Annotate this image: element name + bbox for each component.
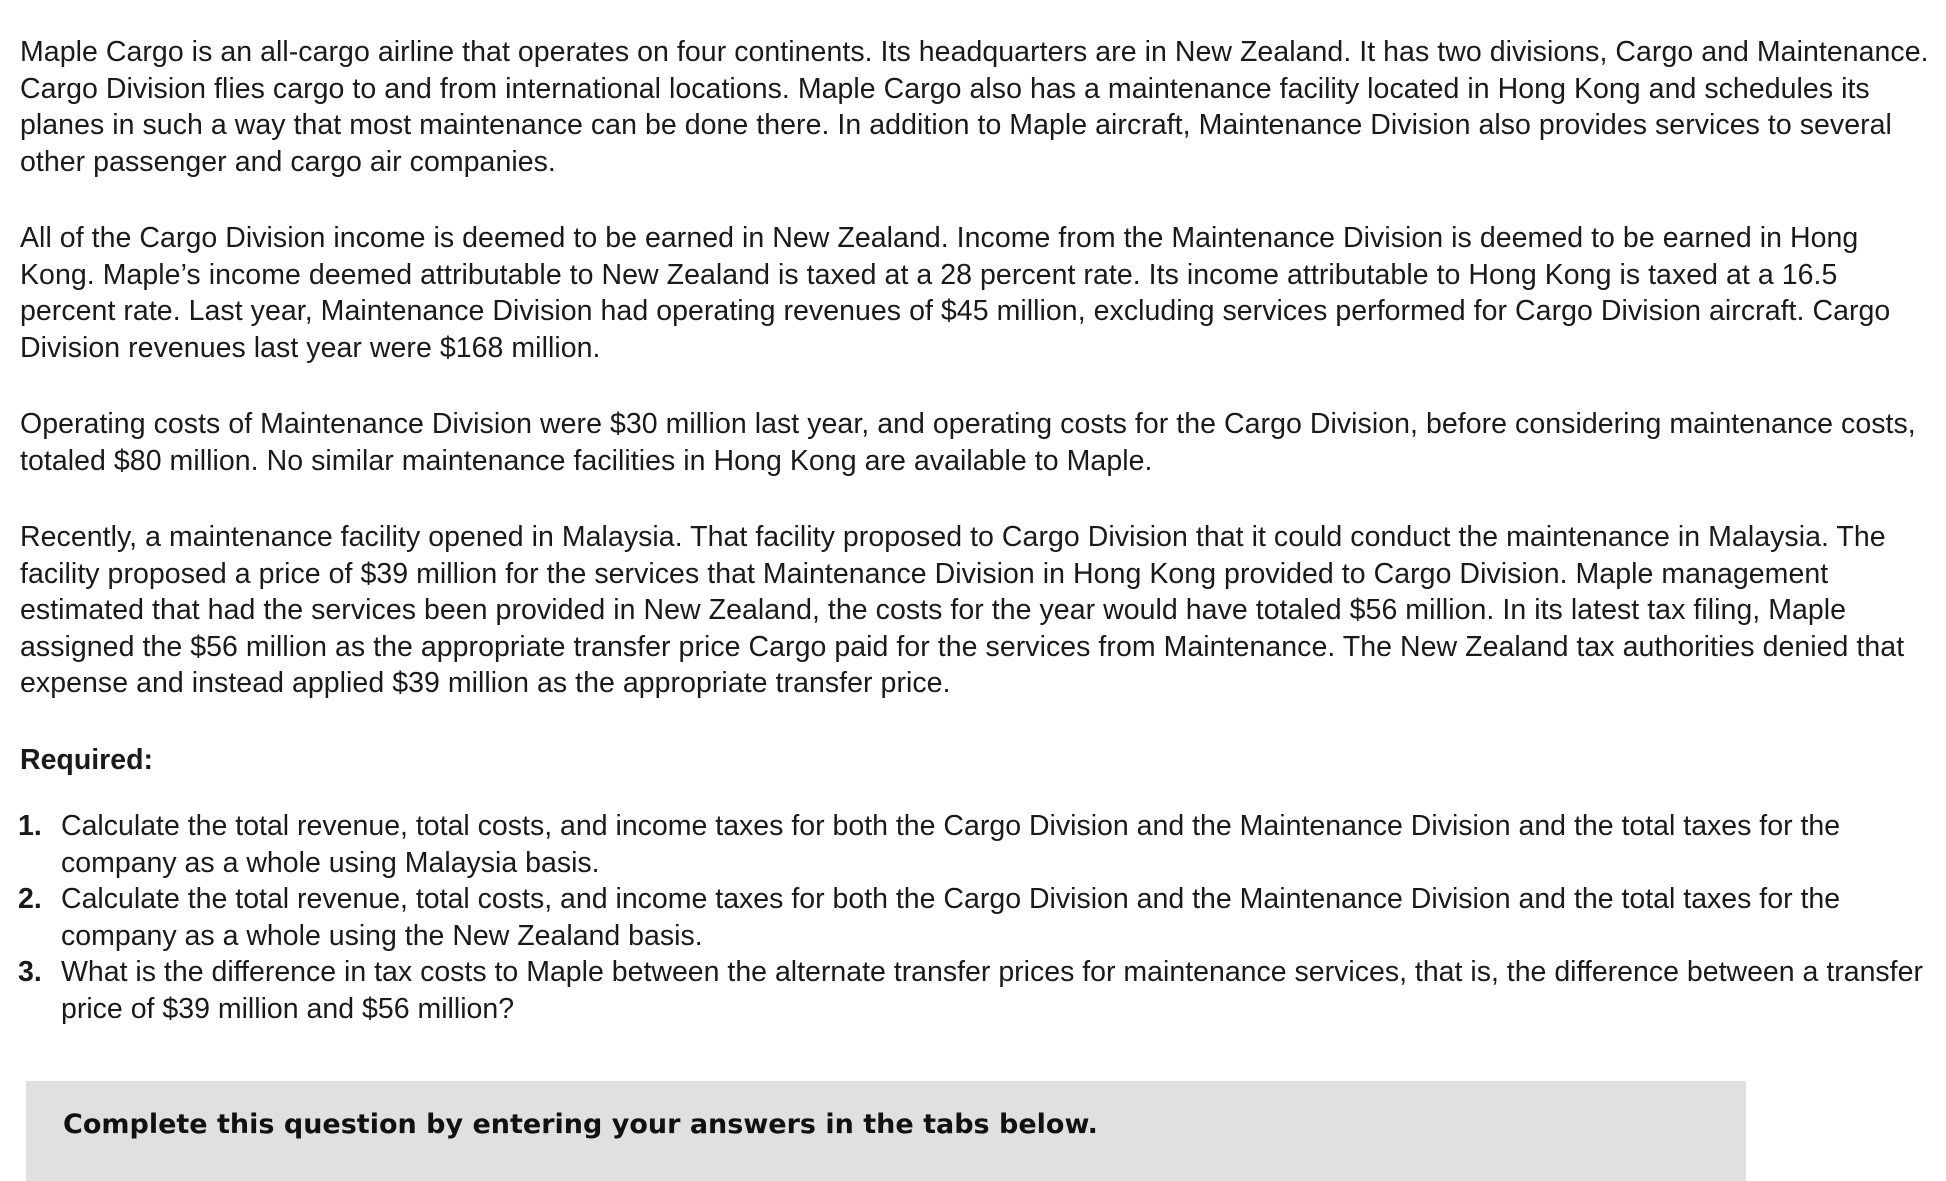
required-heading: Required: [20,743,154,776]
instruction-text: Complete this question by entering your answers in the tabs below. [63,1109,1098,1140]
list-item [20,954,1935,1027]
instruction-banner [26,1081,1746,1181]
list-item [20,881,1935,954]
list-item-number: 1. [18,810,42,842]
malaysia-paragraph: Recently, a maintenance facility opened in Malaysia. That facility proposed to Cargo Division that it could conduct the maintenance in Malaysia. The facility proposed a price of $39 million for the services that Maintenance Division in Hong Kong provided to Cargo Division. Maple management estimated that had the services been provided in New Zealand, the costs for the year would have totaled $56 million. In its latest tax filing, Maple assigned the $56 million as the appropriate transfer price Cargo paid for the services from Maintenance. The New Zealand tax authorities denied that expense and instead applied $39 million as the appropriate transfer price. [20,521,1905,699]
list-item-text: Calculate the total revenue, total costs, and income taxes for both the Cargo Division and the Maintenance Division and the total taxes for the company as a whole using Malaysia basis. [61,810,1841,879]
requirements-list [20,808,1935,1027]
list-item-number: 2. [18,883,42,915]
list-item-text: Calculate the total revenue, total costs, and income taxes for both the Cargo Division and the Maintenance Division and the total taxes for the company as a whole using the New Zealand basis. [61,883,1841,952]
problem-statement [20,34,1935,1027]
list-item-text: What is the difference in tax costs to Maple between the alternate transfer prices for maintenance services, that is, the difference between a transfer price of $39 million and $56 million? [61,956,1923,1025]
list-item [20,808,1935,881]
list-item-number: 3. [18,956,42,988]
costs-paragraph: Operating costs of Maintenance Division were $30 million last year, and operating costs for the Cargo Division, before considering maintenance costs, totaled $80 million. No similar maintenance facilities in Hong Kong are available to Maple. [20,408,1916,477]
intro-paragraph: Maple Cargo is an all-cargo airline that operates on four continents. Its headquarters are in New Zealand. It has two divisions, Cargo and Maintenance. Cargo Division flies cargo to and from international locations. Maple Cargo also has a maintenance facility located in Hong Kong and schedules its planes in such a way that most maintenance can be done there. In addition to Maple aircraft, Maintenance Division also provides services to several other passenger and cargo air companies. [20,36,1929,178]
tax-paragraph: All of the Cargo Division income is deemed to be earned in New Zealand. Income from the Maintenance Division is deemed to be earned in Hong Kong. Maple’s income deemed attributable to New Zealand is taxed at a 28 percent rate. Its income attributable to Hong Kong is taxed at a 16.5 percent rate. Last year, Maintenance Division had operating revenues of $45 million, excluding services performed for Cargo Division aircraft. Cargo Division revenues last year were $168 million. [20,222,1891,364]
